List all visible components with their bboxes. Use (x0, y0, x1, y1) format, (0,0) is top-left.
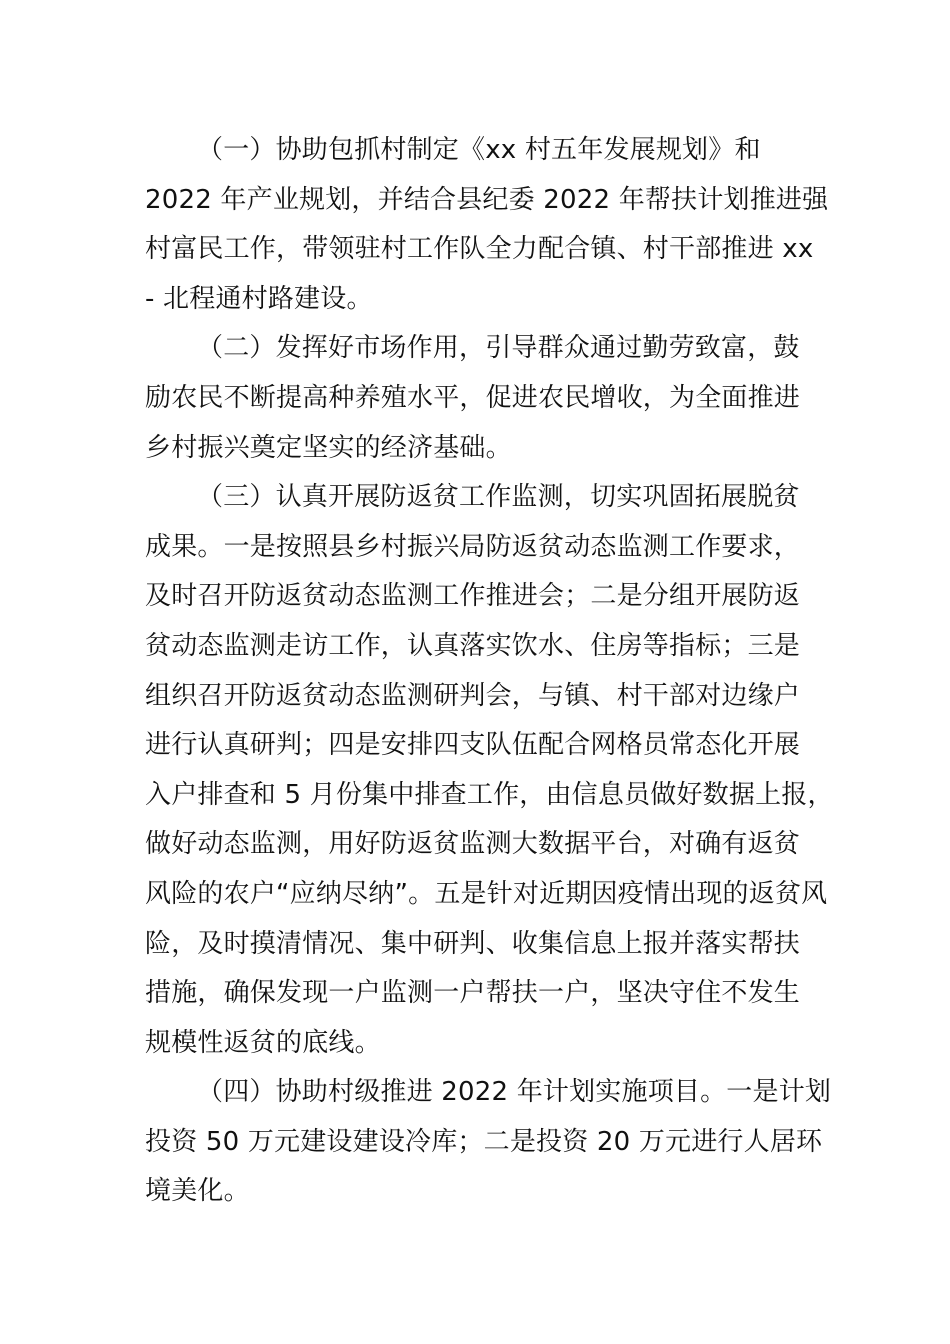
text-line: 进行认真研判；四是安排四支队伍配合网格员常态化开展 (145, 730, 801, 761)
text-line: 做好动态监测，用好防返贫监测大数据平台，对确有返贫 (145, 829, 801, 860)
text-line: （三）认真开展防返贫工作监测，切实巩固拓展脱贫 (197, 482, 800, 513)
text-line: 入户排查和 5 月份集中排查工作，由信息员做好数据上报， (145, 779, 834, 810)
text-line: - 北程通村路建设。 (145, 283, 373, 314)
text-line: （一）协助包抓村制定《xx 村五年发展规划》和 (197, 135, 761, 165)
text-line: 2022 年产业规划，并结合县纪委 2022 年帮扶计划推进强 (145, 184, 829, 215)
paragraph-1 (145, 126, 829, 324)
text-line: 组织召开防返贫动态监测研判会，与镇、村干部对边缘户 (145, 680, 801, 711)
text-line: （二）发挥好市场作用，引导群众通过勤劳致富，鼓 (197, 333, 800, 364)
text-line: 境美化。 (145, 1176, 250, 1207)
text-line: 规模性返贫的底线。 (145, 1027, 381, 1058)
text-line: （四）协助村级推进 2022 年计划实施项目。一是计划 (197, 1077, 832, 1108)
text-line: 励农民不断提高种养殖水平，促进农民增收，为全面推进 (145, 382, 801, 413)
text-line: 及时召开防返贫动态监测工作推进会；二是分组开展防返 (145, 581, 801, 612)
text-line: 成果。一是按照县乡村振兴局防返贫动态监测工作要求， (145, 531, 801, 562)
paragraph-2 (145, 324, 810, 473)
text-line: 风险的农户“应纳尽纳”。五是针对近期因疫情出现的返贫风 (145, 878, 828, 909)
document-body (145, 126, 834, 1217)
paragraph-3 (145, 473, 834, 1068)
text-line: 贫动态监测走访工作，认真落实饮水、住房等指标；三是 (145, 630, 801, 661)
text-line: 村富民工作，带领驻村工作队全力配合镇、村干部推进 xx (145, 234, 814, 265)
text-line: 乡村振兴奠定坚实的经济基础。 (145, 432, 512, 463)
text-line: 措施，确保发现一户监测一户帮扶一户，坚决守住不发生 (145, 978, 801, 1009)
text-line: 险，及时摸清情况、集中研判、收集信息上报并落实帮扶 (145, 928, 801, 959)
paragraph-4 (145, 1068, 832, 1217)
text-line: 投资 50 万元建设建设冷库；二是投资 20 万元进行人居环 (145, 1126, 823, 1157)
